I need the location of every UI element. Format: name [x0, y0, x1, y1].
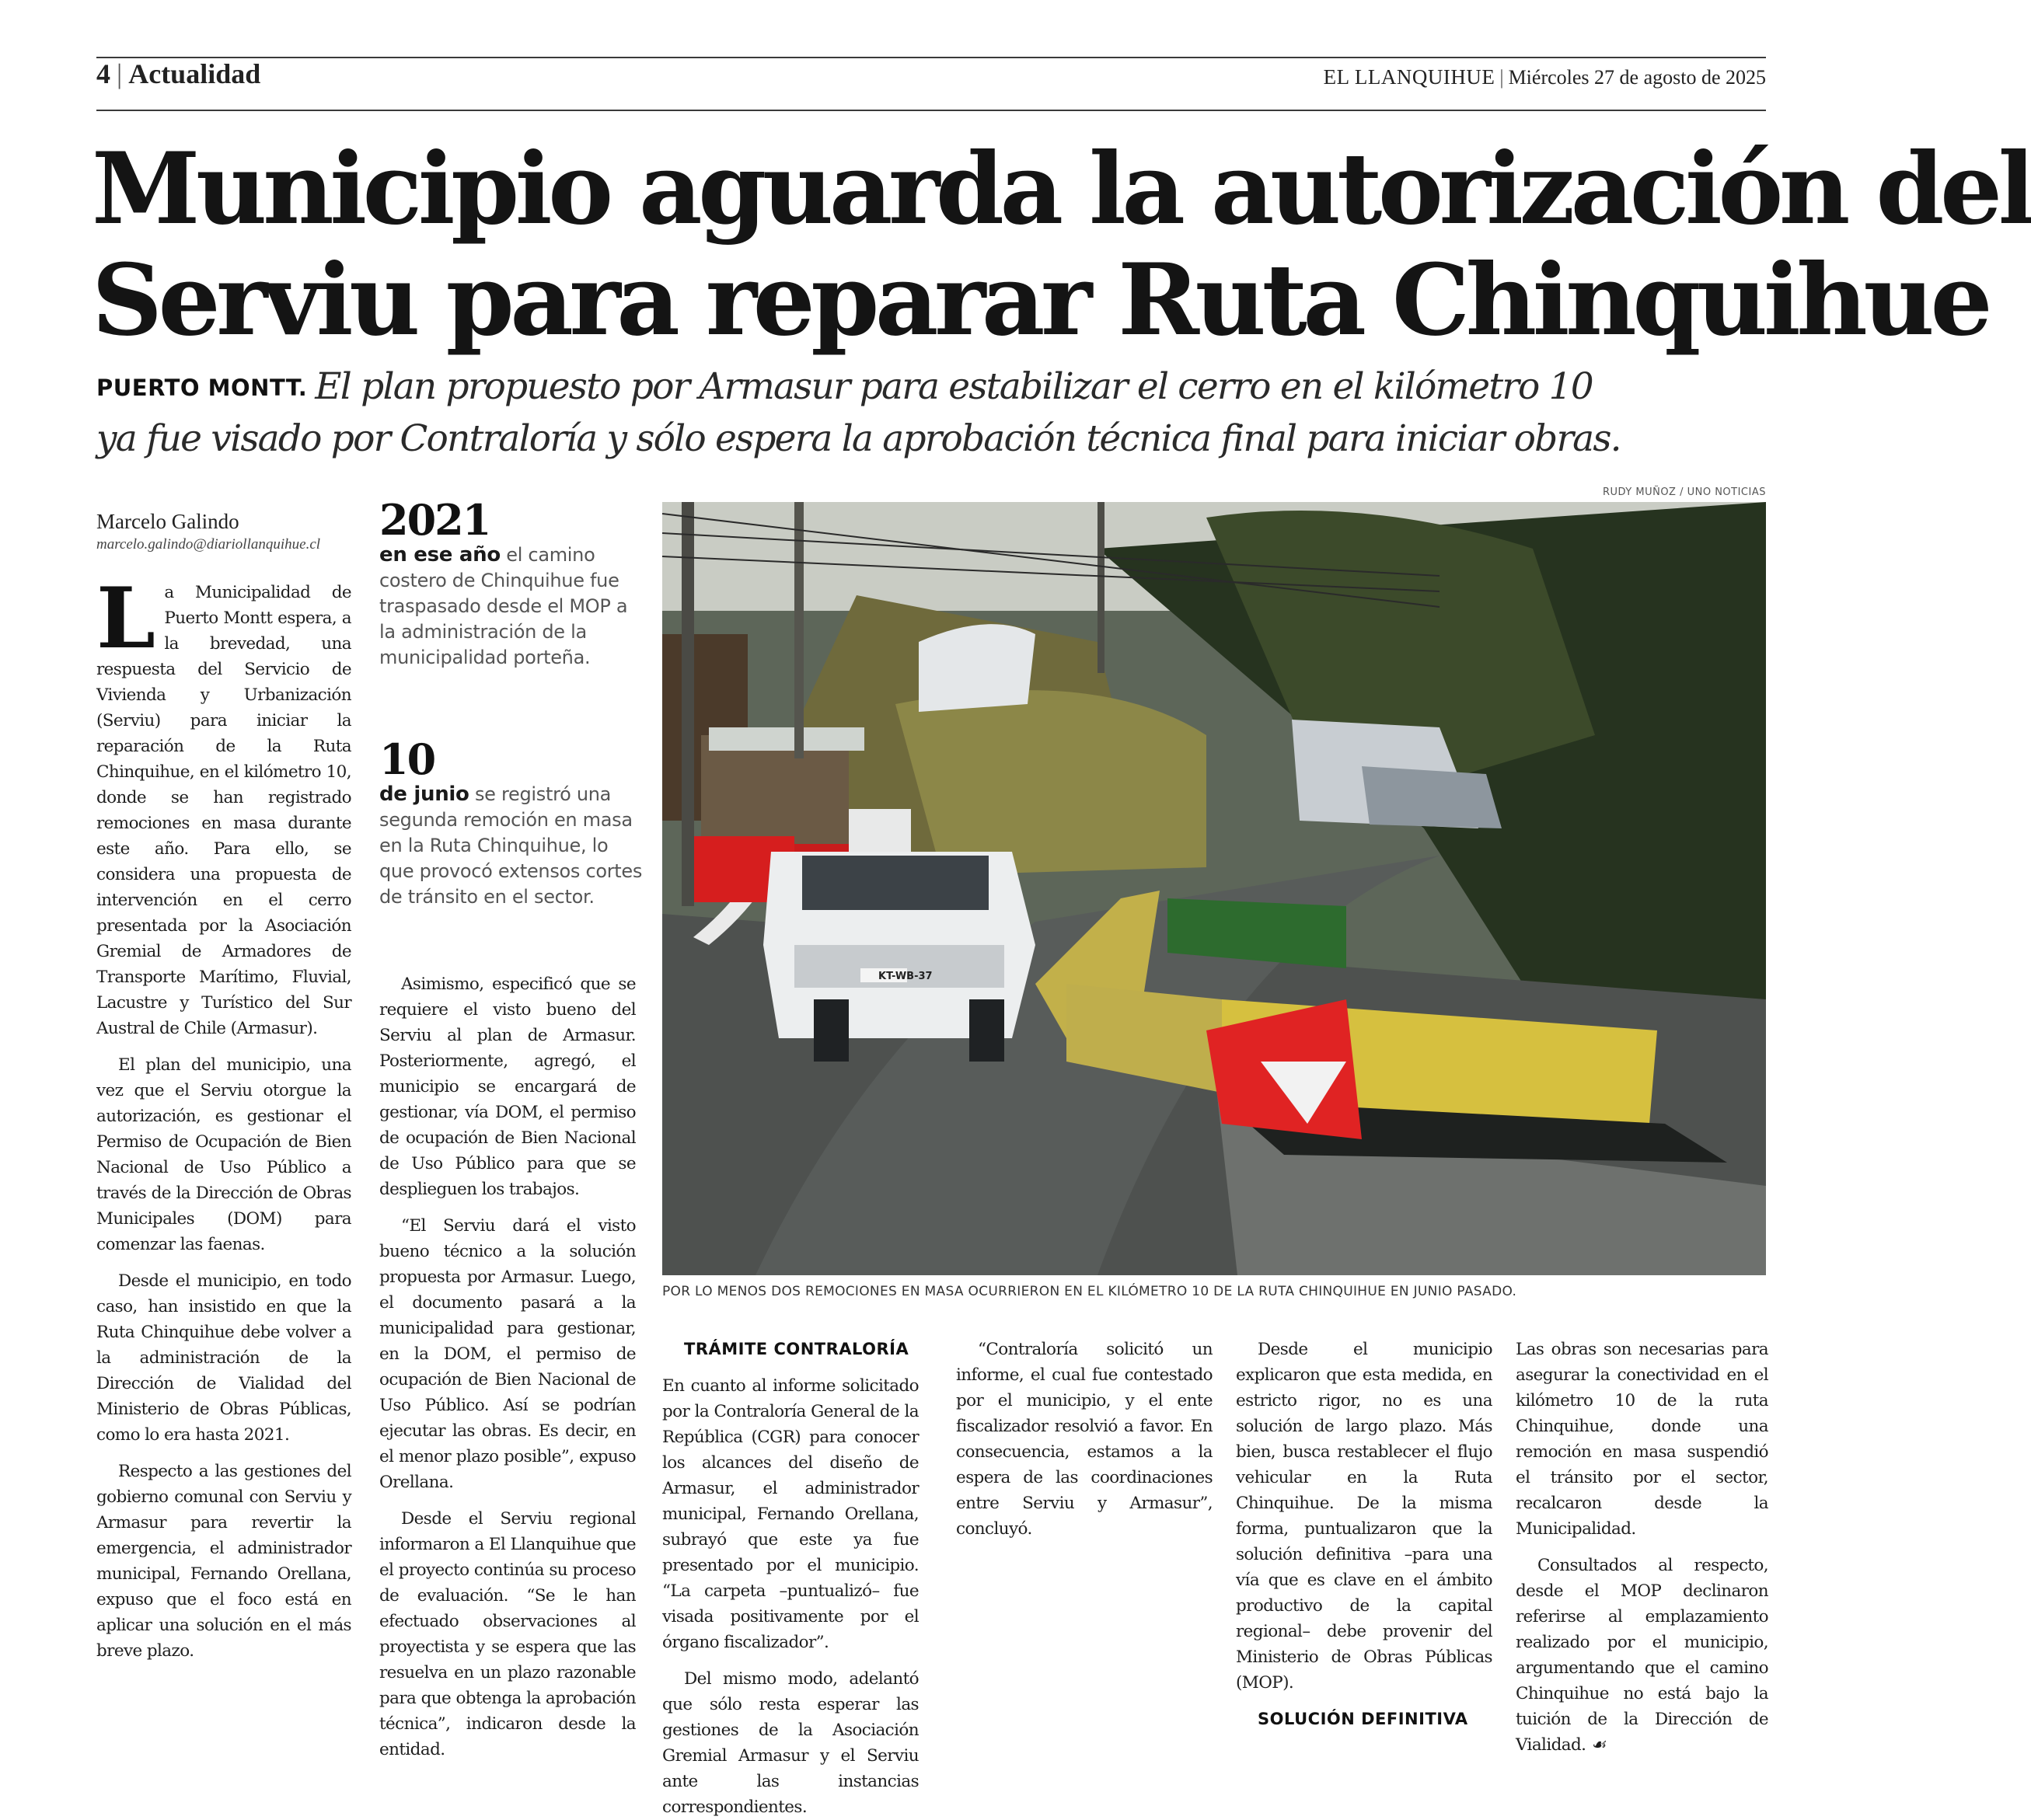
- fact-number-1: 2021: [379, 495, 490, 545]
- fact-box-1: [379, 497, 644, 671]
- paragraph-7: Desde el Serviu regional informaron a El Llanquihue que el proyecto continúa su proceso de evaluación. “Se le han efectuado observaciones al proyectista y se espera que las resuelva en un plazo razonable para que obtenga la aprobación técnica”, indicaron desde la entidad.: [379, 1509, 636, 1759]
- fact-text-1: en ese año el camino costero de Chinquihue fue traspasado desde el MOP a la administración de la municipalidad porteña.: [379, 543, 628, 668]
- article-column-1: [96, 570, 351, 1664]
- news-photo: [662, 502, 1766, 1275]
- deck: [96, 361, 1783, 464]
- drop-cap: L: [96, 570, 155, 668]
- deck-line-1: El plan propuesto por Armasur para estabilizar el cerro en el kilómetro 10: [315, 365, 1593, 408]
- article-column-4: [956, 1337, 1213, 1542]
- headline-line-2: Serviu para reparar Ruta Chinquihue: [92, 242, 1989, 357]
- byline-author: Marcelo Galindo: [96, 510, 239, 533]
- article-column-5: [1236, 1337, 1492, 1732]
- photo-caption: POR LO MENOS DOS REMOCIONES EN MASA OCURRIERON EN EL KILÓMETRO 10 DE LA RUTA CHINQUIHUE EN JUNIO PASADO.: [662, 1284, 1517, 1299]
- byline-email: marcelo.galindo@diariollanquihue.cl: [96, 536, 321, 553]
- section-name: Actualidad: [128, 58, 261, 89]
- header-top-rule: [96, 57, 1766, 58]
- paragraph-9: Del mismo modo, adelantó que sólo resta esperar las gestiones de la Asociación Gremial Armasur y el Serviu ante las instancias correspondientes.: [662, 1669, 919, 1817]
- fact-box-2: [379, 734, 644, 910]
- paragraph-4: Respecto a las gestiones del gobierno comunal con Serviu y Armasur para revertir la emergencia, el administrador municipal, Fernando Orellana, expuso que el foco está en aplicar una solución en el más breve plazo.: [96, 1462, 351, 1661]
- paragraph-3: Desde el municipio, en todo caso, han insistido en que la Ruta Chinquihue debe volver a la administración de la Dirección de Vialidad del Ministerio de Obras Públicas, como lo era hasta 2021.: [96, 1271, 351, 1445]
- paragraph-13: Consultados al respecto, desde el MOP declinaron referirse al emplazamiento realizado por el municipio, argumentando que el camino Chinquihue no está bajo la tuición de la Dirección de Vialidad. ☙: [1516, 1556, 1768, 1755]
- paragraph-10: “Contraloría solicitó un informe, el cual fue contestado por el municipio, y el ente fiscalizador resolvió a favor. En consecuencia, estamos a la espera de las coordinaciones entre Serviu y Armasur”, concluyó.: [956, 1340, 1213, 1539]
- paragraph-2: El plan del municipio, una vez que el Serviu otorgue la autorización, es gestionar el Permiso de Ocupación de Bien Nacional de Uso Público a través de la Dirección de Obras Municipales (DOM) para comenzar las faenas.: [96, 1055, 351, 1254]
- deck-line-2: ya fue visado por Contraloría y sólo espera la aprobación técnica final para iniciar obras.: [96, 417, 1621, 460]
- paragraph-6: “El Serviu dará el visto bueno técnico a la solución propuesta por Armasur. Luego, el documento pasará a la municipalidad para gestionar, en la DOM, el permiso de ocupación de Bien Nacional de Uso Público. Así se podrían ejecutar las obras. Es decir, en el menor plazo posible”, expuso Orellana.: [379, 1216, 636, 1492]
- license-plate: KT-WB-37: [878, 971, 933, 982]
- dateline-kicker: PUERTO MONTT.: [96, 375, 308, 401]
- paragraph-8: En cuanto al informe solicitado por la Contraloría General de la República (CGR) para conocer los alcances del diseño de Armasur, el administrador municipal, Fernando Orellana, subrayó que este ya fue presentado por el municipio. “La carpeta –puntualizó– fue visada positivamente por el órgano fiscalizador”.: [662, 1376, 919, 1652]
- headline: [92, 131, 2031, 357]
- headline-line-1: Municipio aguarda la autorización del: [92, 131, 2031, 246]
- paragraph-5: Asimismo, especificó que se requiere el visto bueno del Serviu al plan de Armasur. Posteriormente, agregó, el municipio se encargará de gestionar, vía DOM, el permiso de ocupación de Bien Nacional de Uso Público para que se desplieguen los trabajos.: [379, 975, 636, 1199]
- paragraph-12: Las obras son necesarias para asegurar la conectividad en el kilómetro 10 de la ruta Chinquihue, donde una remoción en masa suspendió el tránsito por el sector, recalcaron desde la Municipalidad.: [1516, 1340, 1768, 1539]
- article-column-2: [379, 971, 636, 1762]
- photo-credit: RUDY MUÑOZ / UNO NOTICIAS: [1602, 486, 1766, 498]
- fact-text-2: de junio se registró una segunda remoción en masa en la Ruta Chinquihue, lo que provocó extensos cortes de tránsito en el sector.: [379, 783, 643, 908]
- fact-number-2: 10: [379, 734, 435, 784]
- subhead-solucion-definitiva: SOLUCIÓN DEFINITIVA: [1258, 1710, 1468, 1728]
- article-column-3: [662, 1337, 919, 1820]
- header-bottom-rule: [96, 110, 1766, 111]
- paragraph-1: La Municipalidad de Puerto Montt espera, a la brevedad, una respuesta del Servicio de Vivienda y Urbanización (Serviu) para iniciar la reparación de la Ruta Chinquihue, en el kilómetro 10, donde se han registrado remociones en masa durante este año. Para ello, se considera una propuesta de intervención en el cerro presentada por la Asociación Gremial de Armadores de Transporte Marítimo, Fluvial, Lacustre y Turístico del Sur Austral de Chile (Armasur).: [96, 570, 351, 1038]
- paper-name: EL LLANQUIHUE: [1323, 65, 1495, 89]
- page-folio: 4 | Actualidad: [96, 58, 261, 89]
- paragraph-11: Desde el municipio explicaron que esta medida, en estricto rigor, no es una solución de largo plazo. Más bien, busca restablecer el flujo vehicular en la Ruta Chinquihue. De la misma forma, puntualizaron que la solución definitiva –para una vía que es clave en el ámbito productivo de la capital regional– debe provenir del Ministerio de Obras Públicas (MOP).: [1236, 1340, 1492, 1693]
- subhead-tramite-contraloria: TRÁMITE CONTRALORÍA: [684, 1340, 909, 1358]
- issue-date: Miércoles 27 de agosto de 2025: [1508, 66, 1766, 89]
- masthead: EL LLANQUIHUE | Miércoles 27 de agosto de 2025: [1323, 65, 1766, 89]
- end-mark: ☙: [1590, 1735, 1606, 1755]
- road-scene-illustration: [662, 502, 1766, 1275]
- page-number: 4: [96, 58, 110, 89]
- article-column-6: [1516, 1337, 1768, 1758]
